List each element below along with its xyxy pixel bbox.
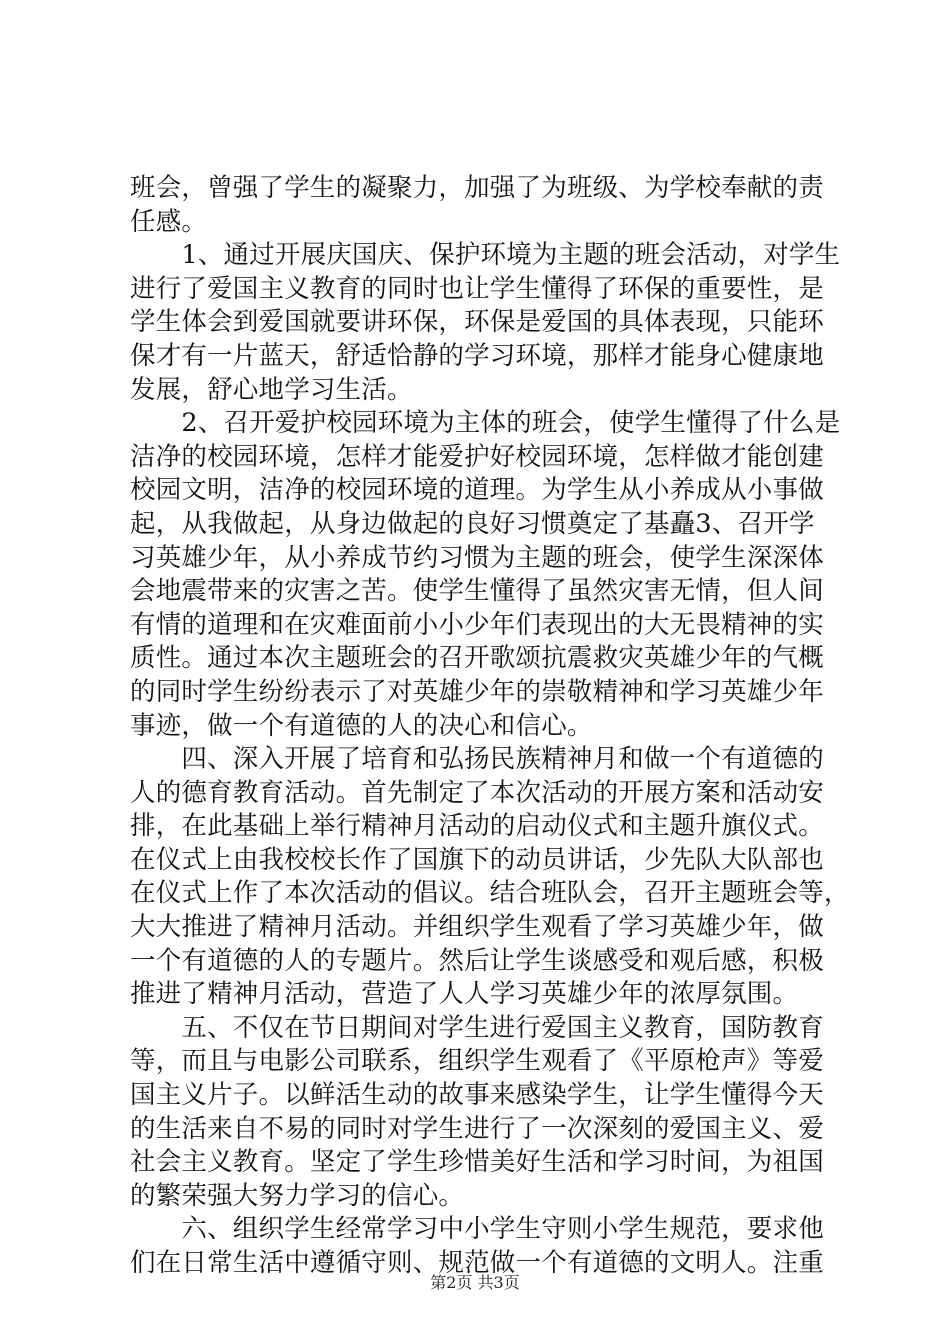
text-line: 学生体会到爱国就要讲环保，环保是爱国的具体表现，只能环 (130, 307, 824, 338)
text-line: 保才有一片蓝天，舒适恰静的学习环境，那样才能身心健康地 (130, 340, 824, 371)
text-line: 会地震带来的灾害之苦。使学生懂得了虽然灾害无情，但人间 (130, 576, 824, 607)
text-line: 人的德育教育活动。首先制定了本次活动的开展方案和活动安 (130, 777, 824, 808)
text-line: 起，从我做起，从身边做起的良好习惯奠定了基矗3、召开学 (130, 508, 815, 539)
text-line: 四、深入开展了培育和弘扬民族精神月和做一个有道德的 (130, 744, 824, 775)
text-line: 事迹，做一个有道德的人的决心和信心。 (130, 710, 593, 741)
text-line: 有情的道理和在灾难面前小小少年们表现出的大无畏精神的实 (130, 609, 824, 640)
text-line: 推进了精神月活动，营造了人人学习英雄少年的浓厚氛围。 (130, 979, 799, 1010)
text-line: 习英雄少年，从小养成节约习惯为主题的班会，使学生深深体 (130, 542, 824, 573)
text-line: 排，在此基础上举行精神月活动的启动仪式和主题升旗仪式。 (130, 811, 824, 842)
text-line: 的繁荣强大努力学习的信心。 (130, 1180, 465, 1211)
text-line: 五、不仅在节日期间对学生进行爱国主义教育，国防教育 (130, 1012, 824, 1043)
text-line: 们在日常生活中遵循守则、规范做一个有道德的文明人。注重 (130, 1248, 824, 1278)
page-number-footer: 第2页 共3页 (430, 1273, 520, 1292)
text-line: 进行了爱国主义教育的同时也让学生懂得了环保的重要性，是 (130, 273, 824, 304)
text-line: 大大推进了精神月活动。并组织学生观看了学习英雄少年，做 (130, 912, 824, 943)
text-line: 任感。 (130, 206, 208, 237)
text-line: 1、通过开展庆国庆、保护环境为主题的班会活动，对学生 (130, 240, 841, 271)
text-line: 的生活来自不易的同时对学生进行了一次深刻的爱国主义、爱 (130, 1113, 824, 1144)
text-line: 2、召开爱护校园环境为主体的班会，使学生懂得了什么是 (130, 408, 841, 439)
text-line: 班会，曾强了学生的凝聚力，加强了为班级、为学校奉献的责 (130, 173, 824, 203)
text-line: 洁净的校园环境，怎样才能爱护好校园环境，怎样做才能创建 (130, 441, 824, 472)
text-line: 发展，舒心地学习生活。 (130, 374, 413, 405)
text-line: 等，而且与电影公司联系，组织学生观看了《平原枪声》等爱 (130, 1046, 824, 1077)
text-line: 社会主义教育。坚定了学生珍惜美好生活和学习时间，为祖国 (130, 1147, 824, 1178)
text-line: 的同时学生纷纷表示了对英雄少年的崇敬精神和学习英雄少年 (130, 676, 824, 707)
text-line: 国主义片子。以鲜活生动的故事来感染学生，让学生懂得今天 (130, 1080, 824, 1111)
text-line: 校园文明，洁净的校园环境的道理。为学生从小养成从小事做 (130, 475, 824, 506)
text-line: 在仪式上由我校校长作了国旗下的动员讲话，少先队大队部也 (130, 844, 824, 875)
text-line: 一个有道德的人的专题片。然后让学生谈感受和观后感，积极 (130, 945, 824, 976)
text-line: 六、组织学生经常学习中小学生守则小学生规范，要求他 (130, 1214, 824, 1245)
document-body (130, 172, 850, 1281)
text-line: 在仪式上作了本次活动的倡议。结合班队会，召开主题班会等， (130, 878, 850, 909)
text-line: 质性。通过本次主题班会的召开歌颂抗震救灾英雄少年的气概 (130, 643, 824, 674)
